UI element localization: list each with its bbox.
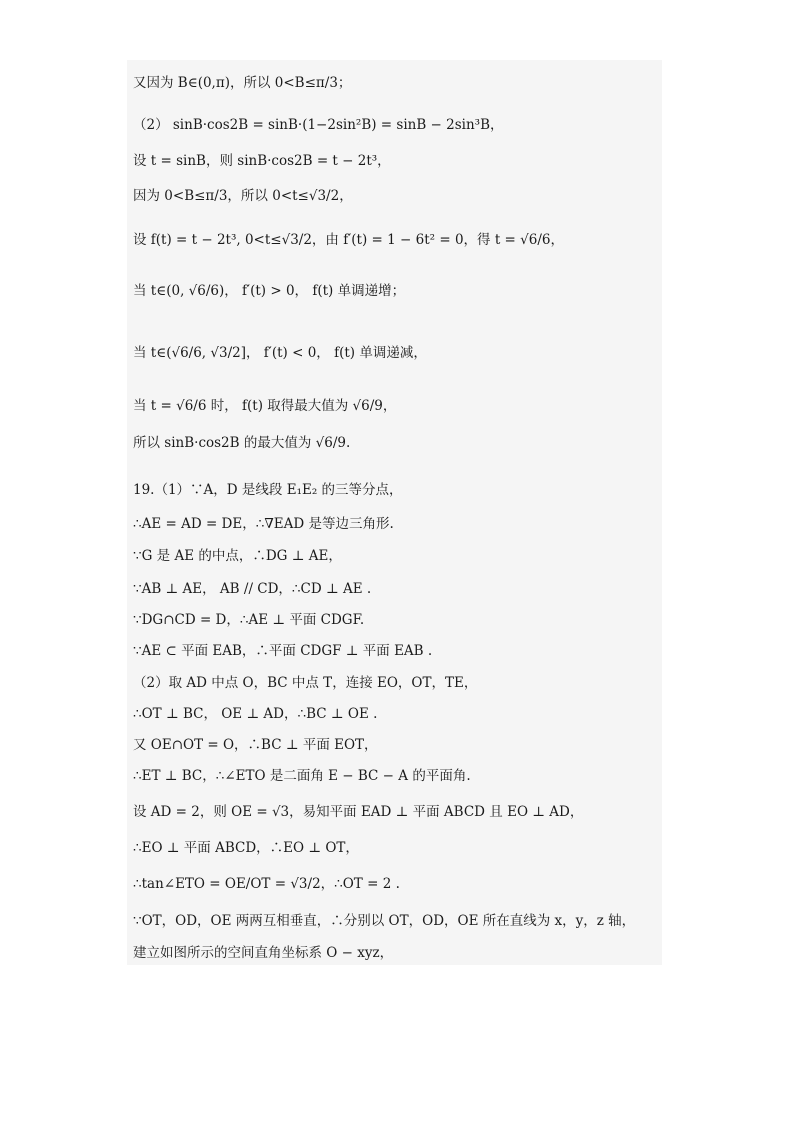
solution-line: 又 OE∩OT = O，∴BC ⊥ 平面 EOT， [133,737,378,753]
solution-line: 19.（1）∵A，D 是线段 E₁E₂ 的三等分点， [133,482,403,498]
solution-line: ∵OT，OD，OE 两两互相垂直，∴分别以 OT，OD，OE 所在直线为 x，y，z 轴， [133,913,636,929]
solution-line: 当 t∈(0, √6/6)， f′(t) > 0， f(t) 单调递增； [133,283,406,299]
solution-line: ∴ET ⊥ BC，∴∠ETO 是二面角 E − BC − A 的平面角. [133,768,471,784]
solution-line: 又因为 B∈(0,π)，所以 0<B≤π/3； [133,75,352,91]
solution-line: （2） sinB·cos2B = sinB·(1−2sin²B) = sinB − 2sin³B， [133,117,504,133]
solution-line: ∵AB ⊥ AE， AB // CD，∴CD ⊥ AE . [133,581,372,597]
solution-line: ∴AE = AD = DE，∴∇EAD 是等边三角形. [133,516,394,532]
solution-line: ∴tan∠ETO = OE/OT = √3/2，∴OT = 2 . [133,876,400,892]
solution-line: 因为 0<B≤π/3，所以 0<t≤√3/2， [133,188,353,204]
solution-line: 设 AD = 2，则 OE = √3，易知平面 EAD ⊥ 平面 ABCD 且 EO ⊥ AD， [133,804,584,820]
solution-line: ∵AE ⊂ 平面 EAB，∴平面 CDGF ⊥ 平面 EAB . [133,643,433,659]
solution-line: 设 t = sinB，则 sinB·cos2B = t − 2t³， [133,153,391,169]
solution-line: 设 f(t) = t − 2t³, 0<t≤√3/2，由 f′(t) = 1 − 6t² = 0，得 t = √6/6， [133,232,564,248]
solution-line: 当 t∈(√6/6, √3/2]， f′(t) < 0， f(t) 单调递减， [133,345,427,361]
solution-line: （2）取 AD 中点 O，BC 中点 T，连接 EO，OT，TE， [133,675,478,691]
solution-line: 所以 sinB·cos2B 的最大值为 √6/9. [133,435,351,451]
solution-line: ∵G 是 AE 的中点，∴DG ⊥ AE， [133,548,342,564]
solution-line: ∴EO ⊥ 平面 ABCD，∴EO ⊥ OT， [133,840,359,856]
solution-line: ∴OT ⊥ BC， OE ⊥ AD，∴BC ⊥ OE . [133,706,378,722]
solution-line: ∵DG∩CD = D，∴AE ⊥ 平面 CDGF. [133,612,365,628]
solution-line: 建立如图所示的空间直角坐标系 O − xyz， [133,945,394,961]
solution-line: 当 t = √6/6 时， f(t) 取得最大值为 √6/9， [133,398,397,414]
